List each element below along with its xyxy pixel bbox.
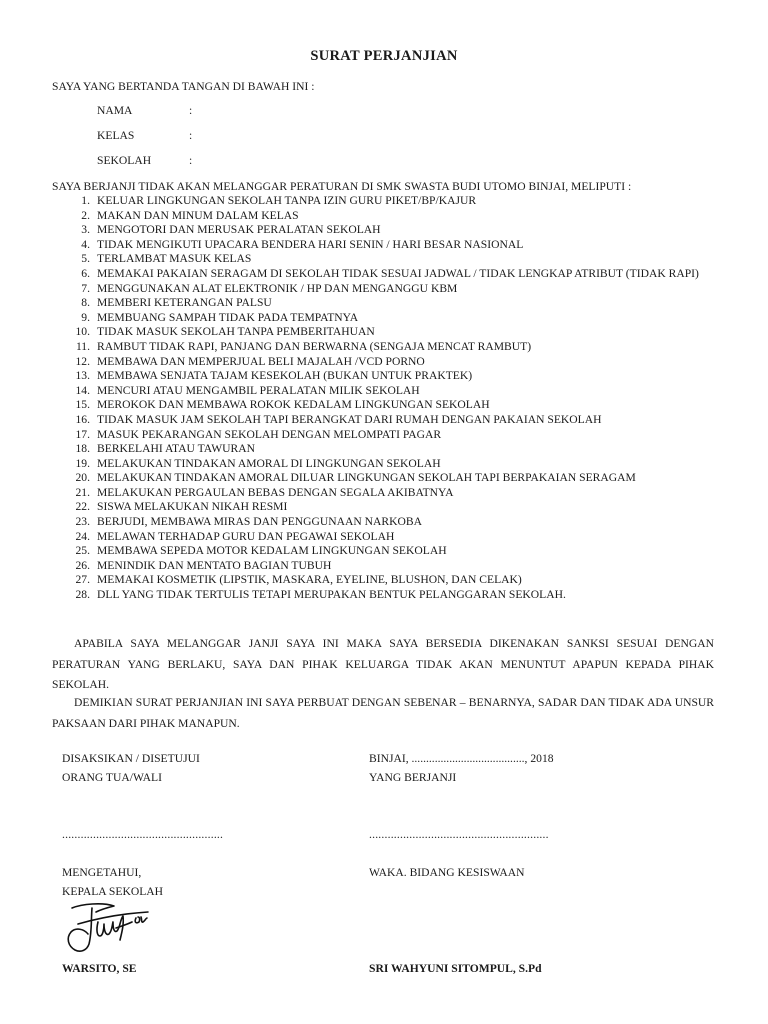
violation-text: MENGOTORI DAN MERUSAK PERALATAN SEKOLAH — [97, 223, 381, 237]
closing-paragraph: DEMIKIAN SURAT PERJANJIAN INI SAYA PERBUAT DENGAN SEBENAR – BENARNYA, SADAR DAN TIDAK ADA UNSUR PAKSAAN DARI PIHAK MANAPUN. — [52, 696, 714, 730]
violation-number: 28. — [75, 588, 90, 602]
violation-text: MENINDIK DAN MENTATO BAGIAN TUBUH — [97, 558, 332, 572]
violation-text: MEMBERI KETERANGAN PALSU — [97, 296, 272, 310]
violation-text: DLL YANG TIDAK TERTULIS TETAPI MERUPAKAN BENTUK PELANGGARAN SEKOLAH. — [97, 588, 566, 602]
violation-number: 8. — [81, 296, 90, 310]
violation-item — [52, 369, 714, 384]
violation-text: MENGGUNAKAN ALAT ELEKTRONIK / HP DAN MENGANGGU KBM — [97, 281, 458, 295]
violation-item — [52, 384, 714, 399]
witness-label: DISAKSIKAN / DISETUJUI — [62, 752, 200, 765]
violation-text: MEMAKAI KOSMETIK (LIPSTIK, MASKARA, EYELINE, BLUSHON, DAN CELAK) — [97, 573, 522, 587]
violation-number: 18. — [75, 442, 90, 456]
violation-item — [52, 544, 714, 559]
violation-text: MEMBAWA SENJATA TAJAM KESEKOLAH (BUKAN UNTUK PRAKTEK) — [97, 369, 473, 383]
violation-item — [52, 355, 714, 370]
violation-text: KELUAR LINGKUNGAN SEKOLAH TANPA IZIN GURU PIKET/BP/KAJUR — [97, 194, 477, 207]
violation-text: MEMAKAI PAKAIAN SERAGAM DI SEKOLAH TIDAK SESUAI JADWAL / TIDAK LENGKAP ATRIBUT (TIDAK RAPI) — [97, 266, 699, 280]
parent-signature-line: .................................................... — [62, 828, 224, 841]
principal-label: KEPALA SEKOLAH — [62, 885, 164, 898]
vice-principal-name: SRI WAHYUNI SITOMPUL, S.Pd — [369, 962, 542, 975]
violation-text: TIDAK MASUK SEKOLAH TANPA PEMBERITAHUAN — [97, 325, 375, 339]
violation-number: 7. — [81, 281, 90, 295]
violation-text: MEROKOK DAN MEMBAWA ROKOK KEDALAM LINGKUNGAN SEKOLAH — [97, 398, 490, 412]
violation-text: RAMBUT TIDAK RAPI, PANJANG DAN BERWARNA (SENGAJA MENCAT RAMBUT) — [97, 339, 532, 353]
field-separator: : — [189, 104, 193, 117]
violation-item — [52, 194, 714, 209]
violation-number: 9. — [81, 310, 90, 324]
violation-text: MEMBUANG SAMPAH TIDAK PADA TEMPATNYA — [97, 310, 359, 324]
acknowledged-label: MENGETAHUI, — [62, 866, 142, 879]
violation-text: MELAKUKAN TINDAKAN AMORAL DILUAR LINGKUNGAN SEKOLAH TAPI BERPAKAIAN SERAGAM — [97, 471, 636, 485]
violation-number: 2. — [81, 208, 90, 222]
violation-text: BERJUDI, MEMBAWA MIRAS DAN PENGGUNAAN NARKOBA — [97, 515, 423, 529]
violation-number: 3. — [81, 223, 90, 237]
field-separator: : — [189, 129, 193, 142]
violation-item — [52, 442, 714, 457]
violation-number: 14. — [75, 383, 90, 397]
violation-item — [52, 471, 714, 486]
violation-number: 10. — [75, 325, 90, 339]
violation-item — [52, 311, 714, 326]
violation-text: MEMBAWA DAN MEMPERJUAL BELI MAJALAH /VCD PORNO — [97, 354, 425, 368]
violation-number: 4. — [81, 237, 90, 251]
principal-name: WARSITO, SE — [62, 962, 137, 975]
promisor-signature-line: .......................................................... — [369, 828, 549, 841]
violation-number: 1. — [81, 194, 90, 207]
promise-statement: SAYA BERJANJI TIDAK AKAN MELANGGAR PERATURAN DI SMK SWASTA BUDI UTOMO BINJAI, MELIPUTI : — [52, 180, 632, 193]
vice-principal-label: WAKA. BIDANG KESISWAAN — [369, 866, 525, 879]
violation-number: 26. — [75, 558, 90, 572]
violation-text: BERKELAHI ATAU TAWURAN — [97, 442, 256, 456]
violation-item — [52, 573, 714, 588]
place-date-line: BINJAI, ......................................., 2018 — [369, 752, 554, 765]
violation-number: 27. — [75, 573, 90, 587]
violation-text: MASUK PEKARANGAN SEKOLAH DENGAN MELOMPATI PAGAR — [97, 427, 442, 441]
field-label: KELAS — [97, 129, 135, 142]
violation-text: MELAKUKAN TINDAKAN AMORAL DI LINGKUNGAN SEKOLAH — [97, 456, 441, 470]
violation-number: 11. — [75, 339, 90, 353]
field-label: NAMA — [97, 104, 133, 117]
sanction-paragraph: APABILA SAYA MELANGGAR JANJI SAYA INI MAKA SAYA BERSEDIA DIKENAKAN SANKSI SESUAI DENGAN PERATURAN YANG BERLAKU, SAYA DAN PIHAK KELUARGA TIDAK AKAN MENUNTUT APAPUN KEPADA PIHAK SEKOLAH. — [52, 637, 714, 691]
violation-text: MEMBAWA SEPEDA MOTOR KEDALAM LINGKUNGAN SEKOLAH — [97, 544, 447, 558]
violation-number: 19. — [75, 456, 90, 470]
field-kelas — [97, 129, 192, 142]
violation-number: 25. — [75, 544, 90, 558]
violation-item — [52, 252, 714, 267]
violation-number: 24. — [75, 529, 90, 543]
violation-item — [52, 588, 714, 603]
violation-item — [52, 530, 714, 545]
violation-item — [52, 559, 714, 574]
violation-text: MELAWAN TERHADAP GURU DAN PEGAWAI SEKOLAH — [97, 529, 395, 543]
principal-signature — [62, 898, 160, 958]
violation-item — [52, 325, 714, 340]
field-separator: : — [189, 154, 193, 167]
parent-label: ORANG TUA/WALI — [62, 771, 162, 784]
violation-text: MENCURI ATAU MENGAMBIL PERALATAN MILIK SEKOLAH — [97, 383, 420, 397]
violation-item — [52, 282, 714, 297]
intro-text: SAYA YANG BERTANDA TANGAN DI BAWAH INI : — [52, 80, 315, 93]
field-nama — [97, 104, 192, 117]
violation-number: 20. — [75, 471, 90, 485]
violation-item — [52, 515, 714, 530]
violation-number: 6. — [81, 266, 90, 280]
promisor-label: YANG BERJANJI — [369, 771, 457, 784]
violations-list — [52, 194, 714, 603]
violation-item — [52, 296, 714, 311]
violation-number: 22. — [75, 500, 90, 514]
violation-number: 21. — [75, 485, 90, 499]
violation-text: MAKAN DAN MINUM DALAM KELAS — [97, 208, 299, 222]
violation-number: 13. — [75, 369, 90, 383]
violation-number: 5. — [81, 252, 90, 266]
violation-item — [52, 209, 714, 224]
violation-text: MELAKUKAN PERGAULAN BEBAS DENGAN SEGALA AKIBATNYA — [97, 485, 454, 499]
violation-number: 17. — [75, 427, 90, 441]
violation-number: 16. — [75, 412, 90, 426]
violation-item — [52, 413, 714, 428]
violation-item — [52, 428, 714, 443]
violation-text: TERLAMBAT MASUK KELAS — [97, 252, 252, 266]
violation-item — [52, 238, 714, 253]
document-title: SURAT PERJANJIAN — [310, 48, 458, 64]
violation-item — [52, 223, 714, 238]
violation-item — [52, 398, 714, 413]
violation-item — [52, 500, 714, 515]
violation-text: SISWA MELAKUKAN NIKAH RESMI — [97, 500, 288, 514]
violation-item — [52, 457, 714, 472]
violation-number: 23. — [75, 515, 90, 529]
violation-text: TIDAK MASUK JAM SEKOLAH TAPI BERANGKAT DARI RUMAH DENGAN PAKAIAN SEKOLAH — [97, 412, 602, 426]
violation-item — [52, 267, 714, 282]
violation-number: 15. — [75, 398, 90, 412]
violation-text: TIDAK MENGIKUTI UPACARA BENDERA HARI SENIN / HARI BESAR NASIONAL — [97, 237, 524, 251]
violation-item — [52, 486, 714, 501]
field-label: SEKOLAH — [97, 154, 152, 167]
field-sekolah — [97, 154, 192, 167]
violation-number: 12. — [75, 354, 90, 368]
violation-item — [52, 340, 714, 355]
